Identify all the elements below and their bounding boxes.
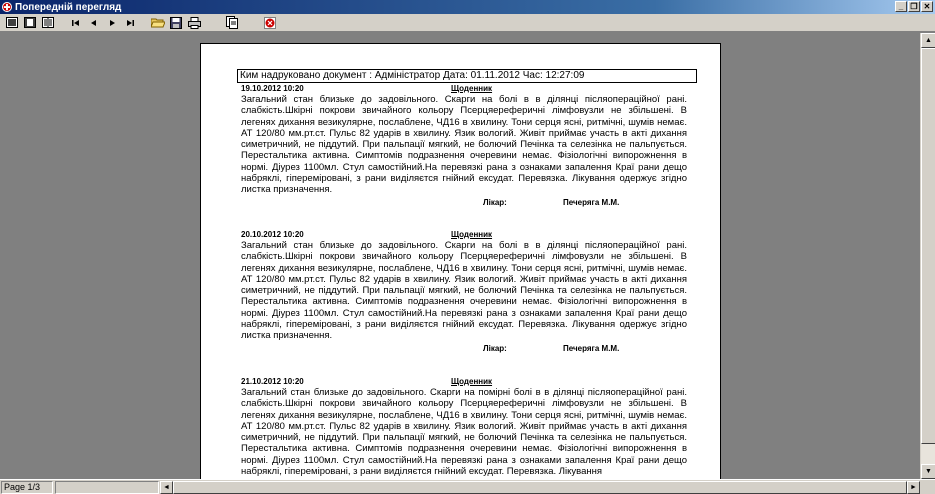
first-page-button[interactable] xyxy=(68,16,84,30)
entry-date: 21.10.2012 10:20 xyxy=(241,377,304,386)
horizontal-scrollbar[interactable] xyxy=(160,481,920,494)
entry-date: 19.10.2012 10:20 xyxy=(241,84,304,93)
scroll-up-button[interactable]: ▲ xyxy=(921,33,935,48)
entry-date: 20.10.2012 10:20 xyxy=(241,230,304,239)
two-pages-button[interactable] xyxy=(40,16,56,30)
export-icon xyxy=(226,16,238,29)
diary-entry xyxy=(241,84,687,210)
entry-text: Загальний стан близьке до задовільного. Скарги на помірні болі в в ділянці післяопераційної рані. слабкість.Шкірні покрови звичайного кольору Псерцяереферичні лімфовузли не збільшені. В легенях дихання везикулярне, послаблене, ЧД16 в хвилину. Тони серця ясні, ритмічні, шумів немає. АТ 120/80 мм.рт.ст. Пульс 82 ударів в хвилину. Язик вологий. Живіт приймає участь в акті дихання симетричний, не піддутий. При пальпації мягкий, не болючий Печінка та селезінка не пальпується. Перестальтика активна. Симптомів подразнення очеревини немає. Фізіологічні випорожнення в нормі. Діурез 1100мл. Стул самостійний.На перевязкі рана з ознаками запалення Краї рани дещо набряклі, гіпереміровані, з рани виділяєтся гнійний ексудат. Перевязка. Лікування xyxy=(241,387,687,478)
zoom-page-button[interactable] xyxy=(4,16,20,30)
last-page-icon xyxy=(125,19,135,27)
next-page-icon xyxy=(107,19,117,27)
document-page xyxy=(200,43,721,479)
scroll-down-button[interactable]: ▼ xyxy=(921,464,935,479)
entry-title: Щоденник xyxy=(451,230,493,239)
toolbar xyxy=(0,14,935,32)
close-preview-icon xyxy=(264,17,276,29)
print-header: Ким надруковано документ : Адміністратор Дата: 01.11.2012 Час: 12:27:09 xyxy=(237,69,697,83)
last-page-button[interactable] xyxy=(122,16,138,30)
print-button[interactable] xyxy=(186,16,202,30)
two-pages-icon xyxy=(42,17,54,28)
entry-text: Загальний стан близьке до задовільного. Скарги на болі в в ділянці післяопераційної рані. слабкість.Шкірні покрови звичайного кольору Псерцяереферичні лімфовузли не збільшені. В легенях дихання везикулярне, послаблене, ЧД16 в хвилину. Тони серця ясні, ритмічні, шумів немає. АТ 120/80 мм.рт.ст. Пульс 82 ударів в хвилину. Язик вологий. Живіт приймає участь в акті дихання симетричний, не піддутий. При пальпації мягкий, не болючий Печінка та селезінка не пальпується. Перестальтика активна. Симптомів подразнення очеревини немає. Фізіологічні випорожнення в нормі. Діурез 1100мл. Стул самостійний.На перевязкі рана з ознаками запалення Краї рани дещо набряклі, гіпереміровані, з рани виділяєтся гнійний ексудат. Перевязка. Лікування одержує згідно листка призначення. xyxy=(241,94,687,196)
entry-title: Щоденник xyxy=(451,84,493,93)
preview-viewport[interactable] xyxy=(0,33,920,479)
doctor-label: Лікар: xyxy=(483,343,507,353)
save-button[interactable] xyxy=(168,16,184,30)
save-icon xyxy=(170,17,182,29)
vertical-scroll-thumb[interactable] xyxy=(921,48,935,444)
prev-page-button[interactable] xyxy=(86,16,102,30)
app-icon: ✚ xyxy=(3,3,11,12)
close-window-button[interactable]: ✕ xyxy=(921,1,933,12)
zoom-width-button[interactable] xyxy=(22,16,38,30)
window-controls xyxy=(895,1,933,12)
window-title: Попередній перегляд xyxy=(15,1,122,13)
minimize-button[interactable]: _ xyxy=(895,1,907,12)
diary-entry xyxy=(241,230,687,356)
prev-page-icon xyxy=(89,19,99,27)
export-button[interactable] xyxy=(224,16,240,30)
doctor-label: Лікар: xyxy=(483,197,507,207)
restore-button[interactable]: ❐ xyxy=(908,1,920,12)
close-preview-button[interactable] xyxy=(262,16,278,30)
page-indicator: Page 1/3 xyxy=(1,481,53,494)
entry-text: Загальний стан близьке до задовільного. Скарги на болі в в ділянці післяопераційної рані. слабкість.Шкірні покрови звичайного кольору Псерцяереферичні лімфовузли не збільшені. В легенях дихання везикулярне, послаблене, ЧД16 в хвилину. Тони серця ясні, ритмічні, шумів немає. АТ 120/80 мм.рт.ст. Пульс 82 ударів в хвилину. Язик вологий. Живіт приймає участь в акті дихання симетричний, не піддутий. При пальпації мягкий, не болючий Печінка та селезінка не пальпується. Перестальтика активна. Симптомів подразнення очеревини немає. Фізіологічні випорожнення в нормі. Діурез 1100мл. Стул самостійний.На перевязкі рана з ознаками запалення Краї рани дещо набряклі, гіпереміровані, з рани виділяєтся гнійний ексудат. Перевязка. Лікування одержує згідно листка призначення. xyxy=(241,240,687,342)
status-bar xyxy=(0,479,935,494)
zoom-page-icon xyxy=(6,17,18,28)
entry-title: Щоденник xyxy=(451,377,493,386)
print-icon xyxy=(188,17,201,29)
status-panel xyxy=(55,481,159,494)
open-folder-icon xyxy=(151,17,165,28)
vertical-scrollbar[interactable] xyxy=(920,33,935,479)
next-page-button[interactable] xyxy=(104,16,120,30)
doctor-name: Печеряга М.М. xyxy=(563,343,620,353)
zoom-width-icon xyxy=(24,17,36,28)
open-button[interactable] xyxy=(150,16,166,30)
horizontal-scroll-thumb[interactable] xyxy=(173,481,907,494)
scroll-left-button[interactable]: ◄ xyxy=(160,481,173,494)
diary-entry xyxy=(241,377,687,477)
title-bar xyxy=(0,0,935,14)
scroll-right-button[interactable]: ► xyxy=(907,481,920,494)
first-page-icon xyxy=(71,19,81,27)
doctor-name: Печеряга М.М. xyxy=(563,197,620,207)
